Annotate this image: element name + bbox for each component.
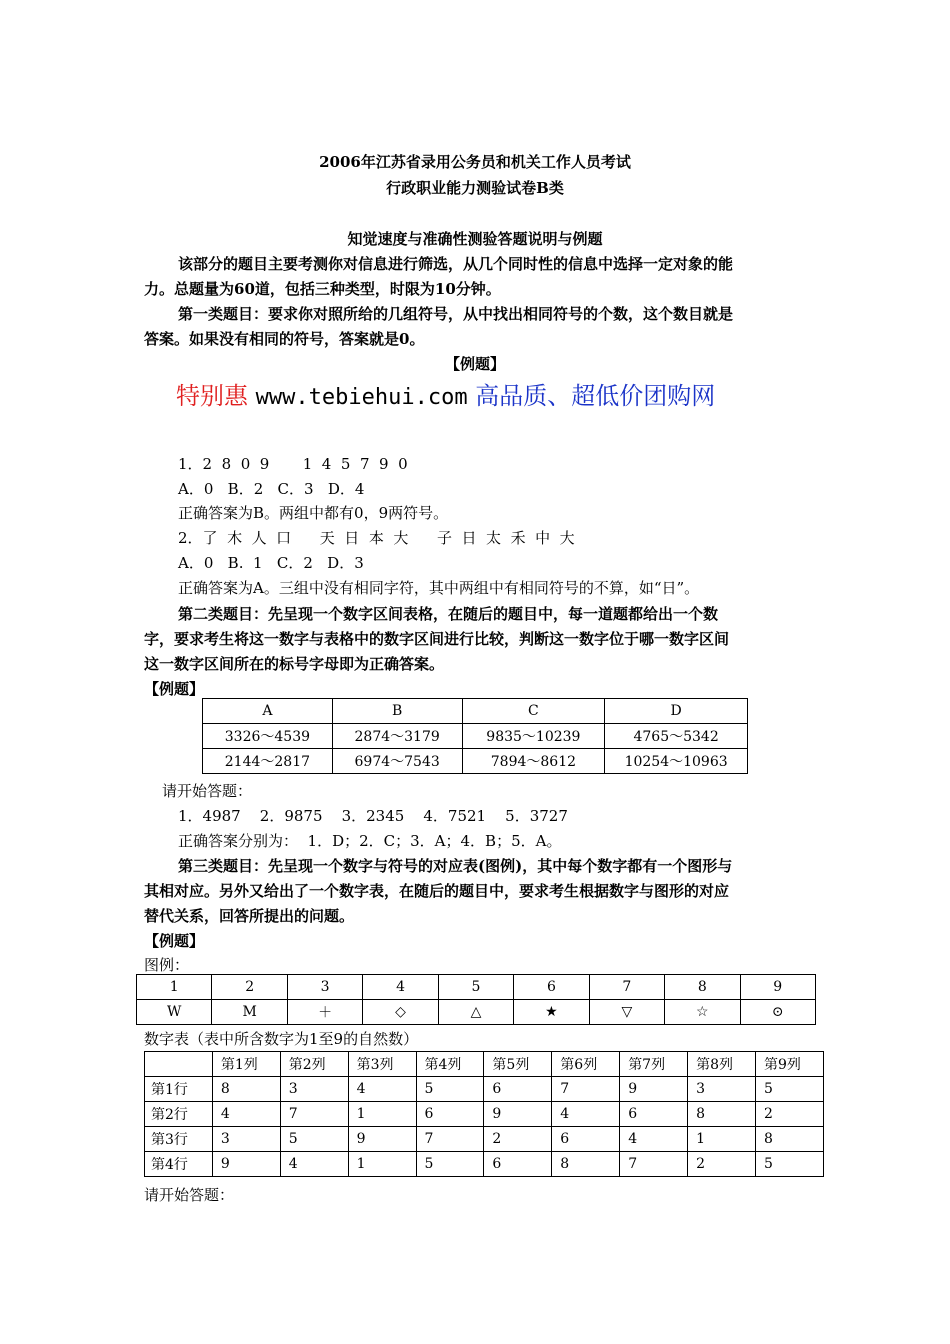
q1-symbols: 1．2 8 0 9 1 4 5 7 9 0 xyxy=(178,455,408,473)
range-cell: 2874～3179 xyxy=(332,724,462,749)
number-table xyxy=(144,1051,824,1177)
number-cell: 2 xyxy=(484,1127,552,1152)
legend-symbol: ▽ xyxy=(589,1000,664,1025)
type2-line-2: 字，要求考生将这一数字与表格中的数字区间进行比较，判断这一数字位于哪一数字区间 xyxy=(144,630,730,648)
legend-symbol: M xyxy=(212,1000,287,1025)
example-heading-1: 【例题】 xyxy=(444,355,505,373)
legend-number: 5 xyxy=(438,975,513,1000)
q1-answer: 正确答案为B。两组中都有0，9两符号。 xyxy=(178,504,449,522)
number-table-label: 数字表（表中所含数字为1至9的自然数） xyxy=(144,1030,419,1048)
type2-line-1: 第二类题目：先呈现一个数字区间表格，在随后的题目中，每一道题都给出一个数 xyxy=(178,605,719,623)
number-cell: 5 xyxy=(416,1152,484,1177)
number-cell: 4 xyxy=(212,1102,280,1127)
row-header: 第2行 xyxy=(145,1102,213,1127)
type3-line-1: 第三类题目：先呈现一个数字与符号的对应表(图例)，其中每个数字都有一个图形与 xyxy=(178,857,733,875)
number-cell: 4 xyxy=(348,1077,416,1102)
q1-options: A．0 B．2 C．3 D．4 xyxy=(178,480,365,498)
range-cell: 10254～10963 xyxy=(605,749,748,774)
legend-number: 2 xyxy=(212,975,287,1000)
row-header: 第4行 xyxy=(145,1152,213,1177)
type1-line-2: 答案。如果没有相同的符号，答案就是0。 xyxy=(144,330,425,348)
range-cell: 6974～7543 xyxy=(332,749,462,774)
range-table xyxy=(202,698,748,774)
legend-symbol: ◇ xyxy=(363,1000,438,1025)
legend-symbol: △ xyxy=(438,1000,513,1025)
example-heading-2: 【例题】 xyxy=(144,680,205,698)
range-cell: 3326～4539 xyxy=(203,724,333,749)
number-cell: 8 xyxy=(755,1127,823,1152)
number-cell: 9 xyxy=(212,1152,280,1177)
number-cell: 8 xyxy=(688,1102,756,1127)
range-header-d: D xyxy=(605,699,748,724)
legend-symbol-row xyxy=(137,1000,816,1025)
number-cell: 9 xyxy=(348,1127,416,1152)
number-cell: 2 xyxy=(755,1102,823,1127)
q2-options: A．0 B. 1 C．2 D．3 xyxy=(178,554,364,572)
legend-label: 图例： xyxy=(144,956,190,974)
section-title: 知觉速度与准确性测验答题说明与例题 xyxy=(347,230,603,248)
column-header: 第1列 xyxy=(212,1052,280,1077)
number-cell: 1 xyxy=(688,1127,756,1152)
row-header: 第3行 xyxy=(145,1127,213,1152)
number-cell: 5 xyxy=(416,1077,484,1102)
q2-symbols: 2．了 木 人 口 天 日 本 大 子 日 太 禾 中 大 xyxy=(178,529,575,547)
number-cell: 4 xyxy=(280,1152,348,1177)
number-cell: 4 xyxy=(552,1102,620,1127)
legend-symbol: W xyxy=(137,1000,212,1025)
number-cell: 3 xyxy=(280,1077,348,1102)
number-cell: 6 xyxy=(484,1077,552,1102)
number-cell: 8 xyxy=(552,1152,620,1177)
q2-answer: 正确答案为A。三组中没有相同字符，其中两组中有相同符号的不算，如“日”。 xyxy=(178,579,700,597)
number-cell: 8 xyxy=(212,1077,280,1102)
column-header: 第4列 xyxy=(416,1052,484,1077)
number-cell: 7 xyxy=(416,1127,484,1152)
q-numbers: 1．4987 2．9875 3．2345 4．7521 5．3727 xyxy=(178,807,568,825)
column-header: 第2列 xyxy=(280,1052,348,1077)
legend-number: 4 xyxy=(363,975,438,1000)
legend-number: 8 xyxy=(665,975,740,1000)
intro-line-1: 该部分的题目主要考测你对信息进行筛选，从几个同时性的信息中选择一定对象的能 xyxy=(178,255,734,273)
legend-symbol: ⊙ xyxy=(740,1000,816,1025)
number-cell: 6 xyxy=(484,1152,552,1177)
number-cell: 6 xyxy=(620,1102,688,1127)
legend-number: 6 xyxy=(514,975,589,1000)
table-row xyxy=(203,724,748,749)
number-cell: 6 xyxy=(552,1127,620,1152)
banner-url[interactable]: www.tebiehui.com xyxy=(255,385,468,410)
range-cell: 7894～8612 xyxy=(462,749,605,774)
number-cell: 9 xyxy=(620,1077,688,1102)
number-cell: 4 xyxy=(620,1127,688,1152)
legend-number: 1 xyxy=(137,975,212,1000)
legend-symbol: ＋ xyxy=(287,1000,362,1025)
start-answer-label-2: 请开始答题： xyxy=(144,1186,235,1204)
legend-number: 3 xyxy=(287,975,362,1000)
type3-line-3: 替代关系，回答所提出的问题。 xyxy=(144,907,355,925)
table-row xyxy=(203,749,748,774)
start-answer-label: 请开始答题： xyxy=(162,782,253,800)
range-cell: 9835～10239 xyxy=(462,724,605,749)
number-cell: 7 xyxy=(620,1152,688,1177)
range-table-header-row xyxy=(203,699,748,724)
range-header-b: B xyxy=(332,699,462,724)
banner-slogan: 高品质、超低价团购网 xyxy=(475,382,716,410)
number-cell: 2 xyxy=(688,1152,756,1177)
legend-number: 7 xyxy=(589,975,664,1000)
type1-line-1: 第一类题目：要求你对照所给的几组符号，从中找出相同符号的个数，这个数目就是 xyxy=(178,305,734,323)
range-header-a: A xyxy=(203,699,333,724)
row-header: 第1行 xyxy=(145,1077,213,1102)
table-row xyxy=(145,1102,824,1127)
number-cell: 5 xyxy=(755,1152,823,1177)
corner-cell xyxy=(145,1052,213,1077)
ad-banner[interactable] xyxy=(176,376,715,411)
number-table-header-row xyxy=(145,1052,824,1077)
intro-line-2: 力。总题量为60道，包括三种类型，时限为10分钟。 xyxy=(144,280,501,298)
column-header: 第5列 xyxy=(484,1052,552,1077)
example-heading-3: 【例题】 xyxy=(144,932,205,950)
range-header-c: C xyxy=(462,699,605,724)
number-cell: 1 xyxy=(348,1152,416,1177)
legend-table xyxy=(136,974,816,1025)
legend-symbol: ☆ xyxy=(665,1000,740,1025)
legend-symbol: ★ xyxy=(514,1000,589,1025)
column-header: 第9列 xyxy=(755,1052,823,1077)
banner-brand: 特别惠 xyxy=(176,382,248,410)
type2-line-3: 这一数字区间所在的标号字母即为正确答案。 xyxy=(144,655,445,673)
number-cell: 7 xyxy=(280,1102,348,1127)
legend-number: 9 xyxy=(740,975,816,1000)
number-cell: 5 xyxy=(280,1127,348,1152)
table-row xyxy=(145,1127,824,1152)
column-header: 第8列 xyxy=(688,1052,756,1077)
column-header: 第3列 xyxy=(348,1052,416,1077)
number-cell: 6 xyxy=(416,1102,484,1127)
table-row xyxy=(145,1152,824,1177)
range-cell: 4765～5342 xyxy=(605,724,748,749)
column-header: 第6列 xyxy=(552,1052,620,1077)
number-cell: 7 xyxy=(552,1077,620,1102)
document-subtitle: 行政职业能力测验试卷B类 xyxy=(386,179,564,197)
number-cell: 3 xyxy=(212,1127,280,1152)
q-answers: 正确答案分别为： 1．D；2．C；3．A；4．B；5．A。 xyxy=(178,832,562,850)
legend-number-row xyxy=(137,975,816,1000)
number-cell: 9 xyxy=(484,1102,552,1127)
column-header: 第7列 xyxy=(620,1052,688,1077)
number-cell: 5 xyxy=(755,1077,823,1102)
table-row xyxy=(145,1077,824,1102)
range-cell: 2144～2817 xyxy=(203,749,333,774)
number-cell: 1 xyxy=(348,1102,416,1127)
number-cell: 3 xyxy=(688,1077,756,1102)
type3-line-2: 其相对应。另外又给出了一个数字表，在随后的题目中，要求考生根据数字与图形的对应 xyxy=(144,882,730,900)
document-title: 2006年江苏省录用公务员和机关工作人员考试 xyxy=(319,153,631,171)
